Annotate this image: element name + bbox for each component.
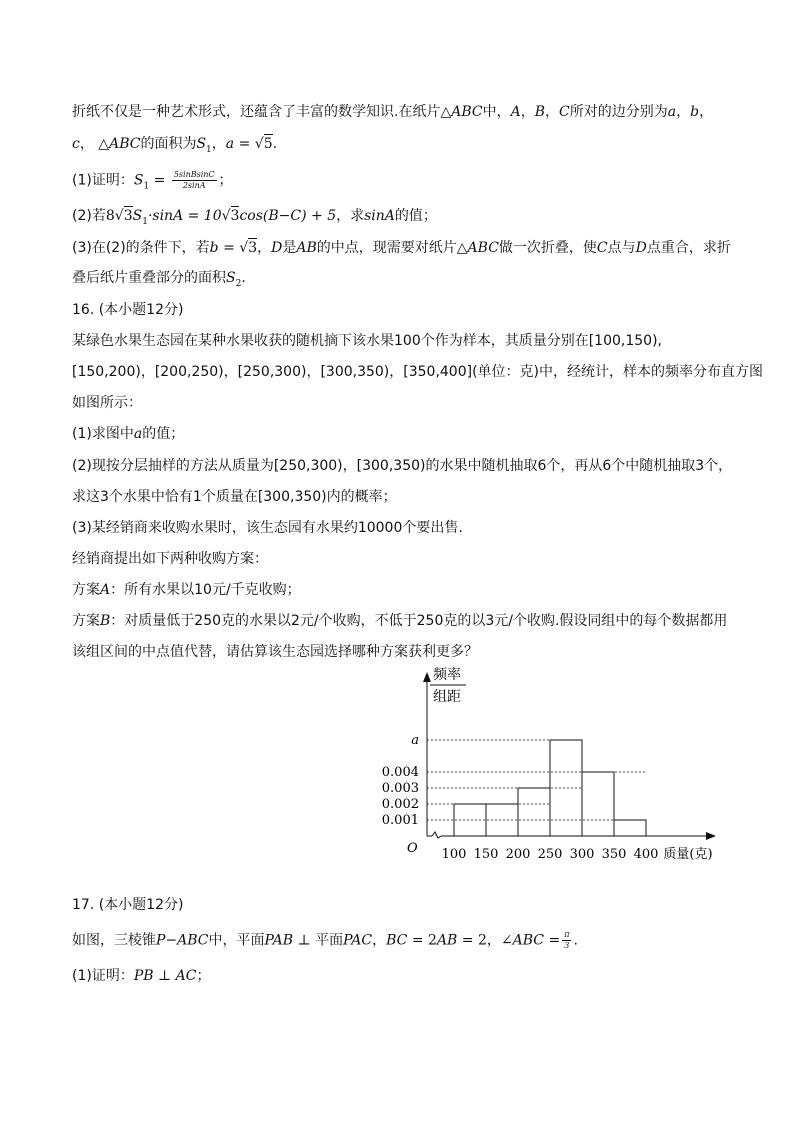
q3-label: (3)在(2)的条件下，若 <box>72 240 210 256</box>
plan-letter: B <box>100 613 111 629</box>
subscript-2: 2 <box>235 278 242 289</box>
p16-plan-b <box>72 611 727 631</box>
seg-BC: BC <box>386 932 408 949</box>
p16-plan-a <box>72 580 301 600</box>
p15-text: 所对的边分别为 <box>569 104 668 120</box>
p17-text: 平面 <box>315 932 344 949</box>
histogram-bar <box>550 740 582 836</box>
p15-line2 <box>72 134 277 160</box>
equals: = <box>544 932 561 949</box>
q1-label: (1)证明： <box>72 172 134 189</box>
comma: ， <box>520 104 535 120</box>
p16-q3-line2: 经销商提出如下两种收购方案： <box>72 551 268 567</box>
p15-q2: (2)若$8√3S_1\cdot\sin A = 10√3\cos(B-C) + 5$，求sinA的值； <box>72 208 437 227</box>
x-tick-label: 100 <box>441 847 467 862</box>
var-S: S <box>226 270 236 286</box>
perp-symbol: ⊥ <box>153 968 176 984</box>
p15-intro: 折纸不仅是一种艺术形式，还蕴含了丰富的数学知识.在纸片 <box>72 104 441 120</box>
triangle-symbol: △ <box>98 136 110 152</box>
period: . <box>573 932 578 949</box>
origin-label: O <box>407 841 418 856</box>
semicolon: ； <box>218 172 233 189</box>
y-tick-label: 0.002 <box>381 797 419 812</box>
p17-text: 如图，三棱锥 <box>72 932 156 949</box>
comma: ， <box>676 104 691 120</box>
fraction-denominator: 2sinA <box>182 181 206 190</box>
seg-AB: AB <box>436 932 458 949</box>
sqrt-3: 3 <box>248 240 258 256</box>
equals-2: = 2 <box>407 932 437 949</box>
p17-line1 <box>72 930 578 951</box>
p15-text: ，求 <box>336 208 365 224</box>
var-D: D <box>635 240 647 256</box>
p15-text: 点重合，求折 <box>646 240 731 256</box>
y-tick-label: 0.001 <box>381 813 419 828</box>
p16-line2: [150,200)，[200,250)，[250,300)，[300,350)，[350,400](单位：克)中，经统计，样本的频率分布直方图 <box>72 364 764 380</box>
p17-text: 中，平面 <box>208 932 265 949</box>
y-axis-label-numerator: 频率 <box>433 667 461 683</box>
plan-letter: A <box>100 582 111 598</box>
p16-line1: 某绿色水果生态园在某种水果收获的随机摘下该水果100个作为样本，其质量分别在[100,150), <box>72 333 662 349</box>
p15-q3-line2 <box>72 268 246 294</box>
var-C: C <box>596 240 608 256</box>
p16-q2-line2: 求这3个水果中恰有1个质量在[300,350)内的概率； <box>72 489 397 505</box>
comma: ， <box>372 932 387 949</box>
frequency-histogram <box>380 664 730 869</box>
var-a: a <box>133 426 143 442</box>
var-S: S <box>133 172 144 189</box>
p15-q3 <box>72 238 731 258</box>
q2-cos: cos(B−C) + 5 <box>239 208 337 224</box>
y-tick-label: 0.003 <box>381 781 419 796</box>
histogram-bar <box>582 772 614 836</box>
triangle-symbol: △ <box>456 240 468 256</box>
p15-text: 做一次折叠，使 <box>498 240 597 256</box>
plane-PAB: PAB <box>264 932 294 949</box>
period: . <box>241 270 246 286</box>
sqrt-3: 3 <box>123 208 133 224</box>
p15-text: 的值； <box>394 208 437 224</box>
comma: ， <box>699 104 714 120</box>
x-tick-label: 350 <box>601 847 627 862</box>
var-S: S <box>196 136 207 152</box>
histogram-bar <box>454 804 486 836</box>
subscript-1: 1 <box>142 216 148 227</box>
p16-plan-b-line2: 该组区间的中点值代替，请估算该生态园选择哪种方案获利更多？ <box>72 644 478 660</box>
p15-text: 的面积为 <box>140 136 197 152</box>
plan-label: 方案 <box>72 582 100 598</box>
num-8: 8 <box>105 208 115 224</box>
seg-AB: AB <box>296 240 317 256</box>
plane-PAC: PAC <box>343 932 373 949</box>
p16-q3: (3)某经销商来收购水果时，该生态园有水果约10000个要出售. <box>72 520 463 536</box>
x-tick-label: 150 <box>473 847 499 862</box>
var-c: c <box>72 136 80 152</box>
x-tick-label: 250 <box>537 847 563 862</box>
var-a: a <box>667 104 677 120</box>
p16-line3: 如图所示： <box>72 395 142 411</box>
fraction-pi-3 <box>562 930 571 951</box>
histogram-bar <box>614 820 646 836</box>
b-equals: b = √ <box>209 240 249 256</box>
p15-text: 叠后纸片重叠部分的面积 <box>72 270 226 286</box>
seg-PB: PB <box>133 968 154 984</box>
y-axis-label-denominator: 组距 <box>433 689 461 705</box>
fraction-denominator: 3 <box>564 941 570 950</box>
fraction-numerator: 5sinBsinC <box>173 170 215 179</box>
x-axis-label: 质量(克) <box>663 847 713 862</box>
axis-break <box>432 832 441 838</box>
p16-q2: (2)现按分层抽样的方法从质量为[250,300)，[300,350)的水果中随机抽取6个，再从6个中随机抽取3个， <box>72 458 733 474</box>
seg-AC: AC <box>175 968 197 984</box>
comma: ， <box>211 136 226 152</box>
semicolon: ； <box>196 968 211 984</box>
p15-text: 的中点，现需要对纸片 <box>316 240 457 256</box>
plan-text: ：对质量低于250克的水果以2元/个收购，不低于250克的以3元/个收购.假设同组中的每个数据都用 <box>110 613 728 629</box>
p15-text: 中， <box>482 104 511 120</box>
histogram-bars <box>382 672 716 862</box>
var-D: D <box>271 240 283 256</box>
q2-expression: ·sinA = 10 <box>147 208 222 224</box>
triangle-abc: ABC <box>451 104 483 120</box>
fraction-numerator: π <box>564 930 570 939</box>
a-equals: a = √ <box>225 136 264 152</box>
x-axis-arrow <box>706 832 716 840</box>
perp-symbol: ⊥ <box>293 932 316 949</box>
angle-ABC: ABC <box>512 932 544 949</box>
y-tick-label: 0.004 <box>381 765 419 780</box>
triangle-abc: ABC <box>467 240 499 256</box>
triangle-symbol: △ <box>440 104 452 120</box>
triangle-abc: ABC <box>109 136 141 152</box>
p15-text: 是 <box>282 240 297 256</box>
comma: ， <box>257 240 272 256</box>
var-A: A <box>510 104 521 120</box>
comma: ， <box>79 136 94 152</box>
histogram-bar <box>486 804 518 836</box>
equals-2-angle: = 2，∠ <box>457 932 513 949</box>
y-axis-arrow <box>423 672 431 682</box>
p17-q1 <box>72 966 210 986</box>
p16-q1 <box>72 424 184 444</box>
x-tick-label: 300 <box>569 847 595 862</box>
p15-q1: (1)证明：$S_1$ = $\frac{\text{5sinBsinC}}{2\sin A}$ ； <box>72 170 233 192</box>
y-tick-label: a <box>411 733 419 748</box>
comma: ， <box>545 104 560 120</box>
sqrt-5: 5 <box>263 136 273 152</box>
var-C: C <box>559 104 570 120</box>
p16-header: 16. (本小题12分) <box>72 302 184 318</box>
period: . <box>272 136 278 152</box>
fraction-s1 <box>172 170 217 191</box>
subscript-1: 1 <box>206 144 212 155</box>
x-tick-label: 400 <box>633 847 659 862</box>
p16-text: 的值； <box>142 426 185 442</box>
p16-text: (1)求图中 <box>72 426 134 442</box>
q2-label: (2)若 <box>72 208 106 224</box>
plan-text: ：所有水果以10元/千克收购； <box>110 582 301 598</box>
sqrt-3: 3 <box>230 208 240 224</box>
subscript-1: 1 <box>143 181 150 192</box>
plan-label: 方案 <box>72 613 100 629</box>
histogram-bar <box>518 788 550 836</box>
p15-text: 点与 <box>607 240 636 256</box>
p17-header: 17. (本小题12分) <box>72 897 184 913</box>
var-B: B <box>534 104 546 120</box>
p17-text: (1)证明： <box>72 968 134 984</box>
p15-line1 <box>72 102 713 122</box>
var-S: S <box>132 208 143 224</box>
pyramid-name: P−ABC <box>156 932 209 949</box>
x-tick-label: 200 <box>505 847 531 862</box>
sinA: sinA <box>364 208 395 224</box>
var-b: b <box>690 104 700 120</box>
